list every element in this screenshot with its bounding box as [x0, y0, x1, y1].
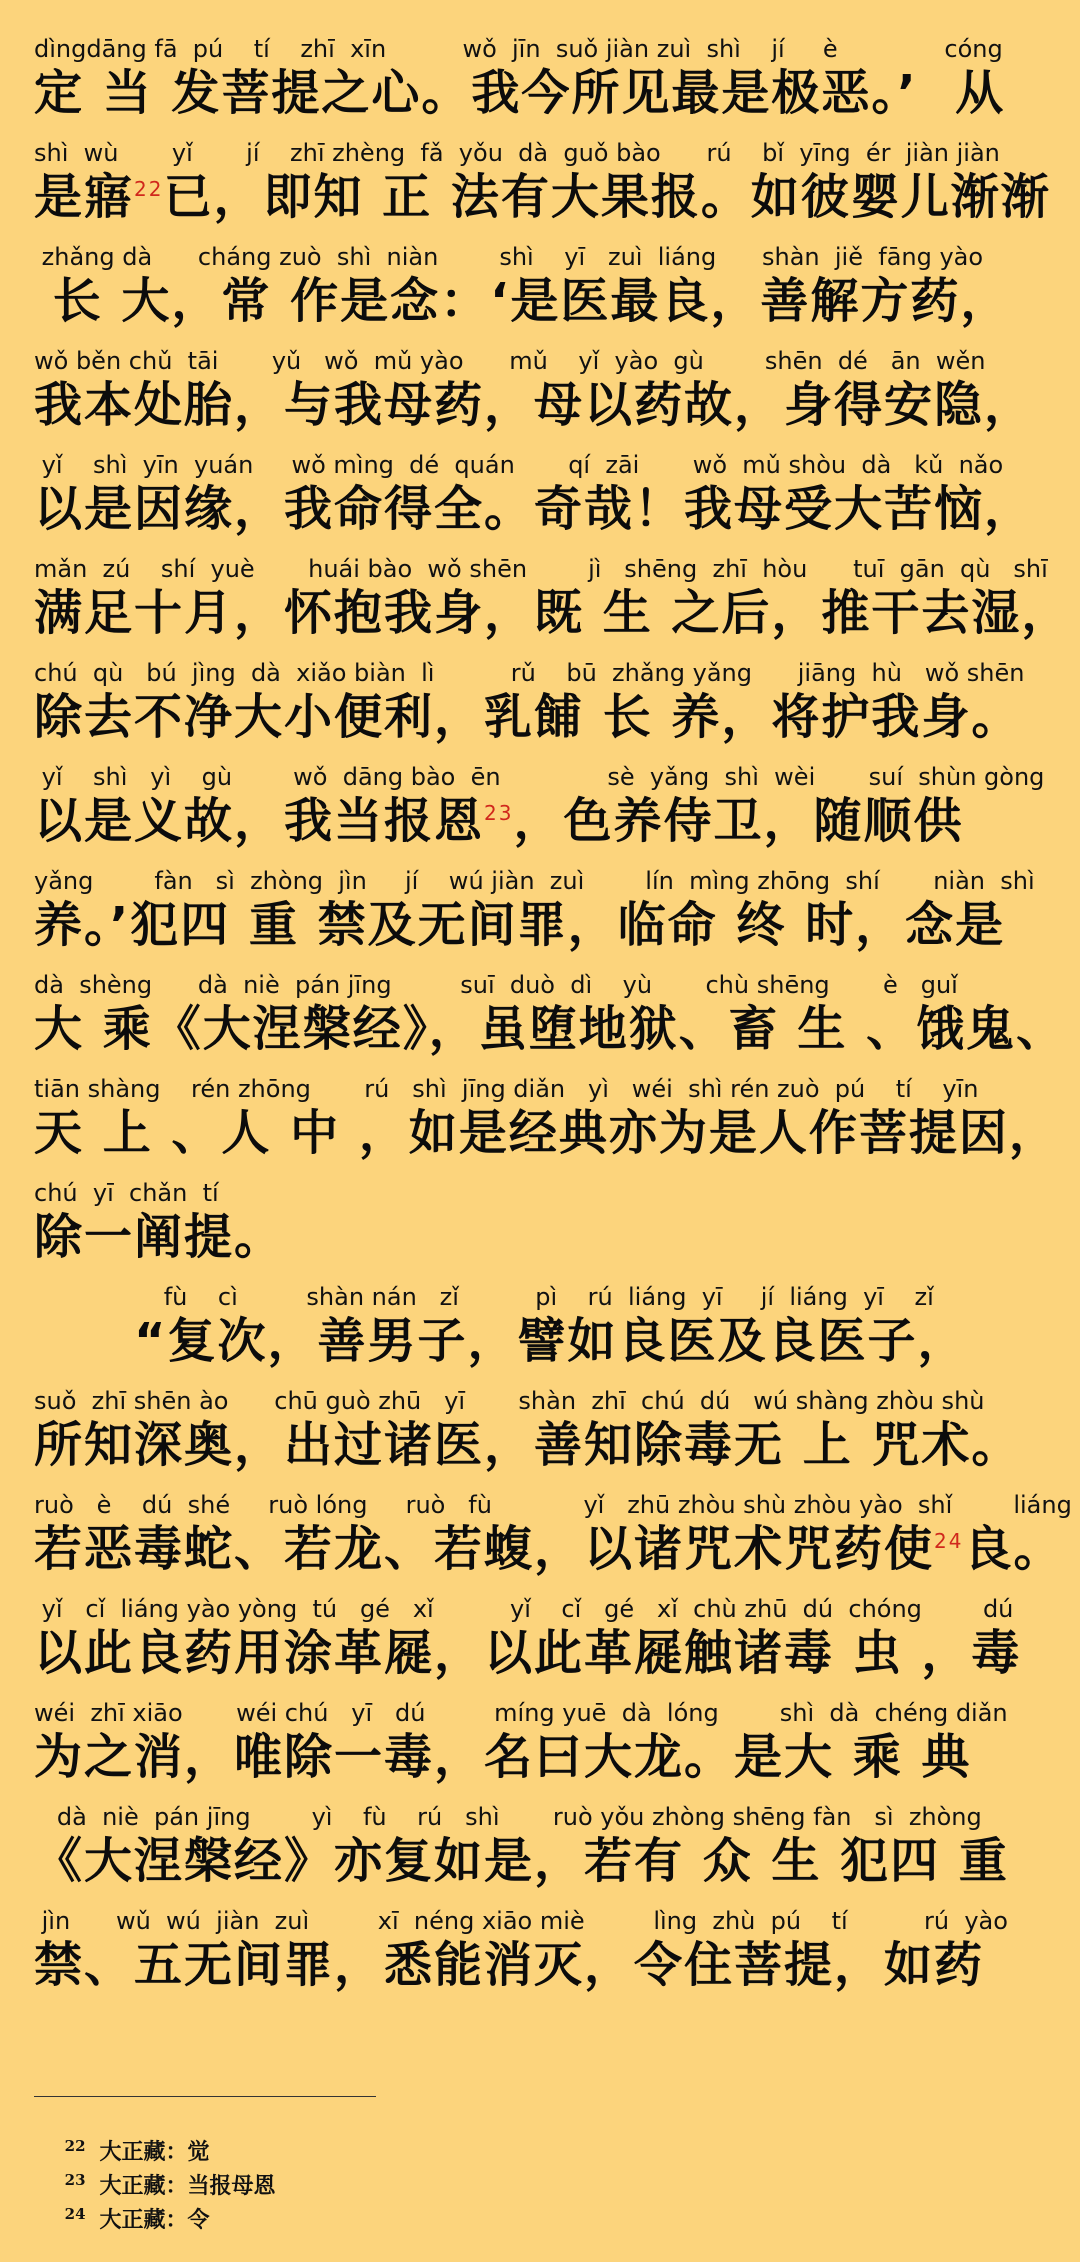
- pinyin-row: yǐ cǐ liáng yào yòng tú gé xǐ yǐ cǐ gé xǐ chù zhū dú chóng dú: [34, 1595, 1014, 1623]
- hanzi-row: [34, 1520, 1064, 1578]
- hanzi-row: 以此良药用涂革屣，以此革屣触诸毒 虫 ，毒: [34, 1625, 1022, 1681]
- footnote-number: 22: [64, 2136, 86, 2155]
- footnote-divider: [34, 2096, 376, 2097]
- footnote-text: 大正藏：当报母恩: [99, 2173, 276, 2199]
- text-line: [34, 1594, 1046, 1682]
- hanzi-row: 满足十月，怀抱我身，既 生 之后，推干去湿，: [34, 585, 1072, 641]
- pinyin-row: wǒ běn chǔ tāi yǔ wǒ mǔ yào mǔ yǐ yào gù shēn dé ān wěn: [34, 347, 986, 375]
- text-line: [34, 450, 1046, 538]
- footnote-text: 大正藏：觉: [99, 2139, 210, 2165]
- text-line: [34, 1178, 1046, 1266]
- pinyin-row: dà niè pán jīng yì fù rú shì ruò yǒu zhòng shēng fàn sì zhòng: [34, 1803, 982, 1831]
- pinyin-row: wéi zhī xiāo wéi chú yī dú míng yuē dà lóng shì dà chéng diǎn: [34, 1699, 1008, 1727]
- hanzi-text: 以是义故，我当报恩: [34, 793, 485, 849]
- footnote-ref[interactable]: 22: [134, 177, 164, 201]
- footnote-text: 大正藏：令: [99, 2207, 210, 2233]
- text-line: [34, 1802, 1046, 1890]
- hanzi-row: “复次，善男子，譬如良医及良医子，: [34, 1313, 968, 1369]
- hanzi-row: 禁、五无间罪，悉能消灭，令住菩提，如药: [34, 1937, 985, 1993]
- text-line: [34, 1386, 1046, 1474]
- footnote-item: [34, 2178, 210, 2262]
- pinyin-row: suǒ zhī shēn ào chū guò zhū yī shàn zhī chú dú wú shàng zhòu shù: [34, 1387, 985, 1415]
- hanzi-text: 已，即知 正 法有大果报。如彼婴儿渐渐: [163, 169, 1051, 225]
- footnote-number: 24: [64, 2204, 86, 2223]
- text-line: [34, 866, 1046, 954]
- text-line: [34, 34, 1046, 122]
- hanzi-row: 为之消，唯除一毒，名曰大龙。是大 乘 典: [34, 1729, 972, 1785]
- text-line: [34, 1698, 1046, 1786]
- pinyin-row: chú yī chǎn tí: [34, 1179, 219, 1207]
- hanzi-row: 所知深奥，出过诸医，善知除毒无 上 咒术。: [34, 1417, 1022, 1473]
- pinyin-row: ruò è dú shé ruò lóng ruò fù yǐ zhū zhòu shù zhòu yào shǐ liáng: [34, 1491, 1072, 1519]
- hanzi-row: 我本处胎，与我母药，母以药故，身得安隐，: [34, 377, 1035, 433]
- text-line: [34, 762, 1046, 850]
- pinyin-row: zhǎng dà cháng zuò shì niàn shì yī zuì liáng shàn jiě fāng yào: [34, 243, 984, 271]
- pinyin-row: yǐ shì yì gù wǒ dāng bào ēn sè yǎng shì wèi suí shùn gòng: [34, 763, 1045, 791]
- hanzi-text: 若恶毒蛇、若龙、若蝮，以诸咒术咒药使: [34, 1521, 935, 1577]
- hanzi-text: 是寤: [34, 169, 135, 225]
- text-line: [34, 970, 1067, 1058]
- text-line: [34, 1906, 1046, 1994]
- text-line: [34, 554, 1072, 642]
- hanzi-text: 良。: [963, 1521, 1064, 1577]
- pinyin-row: chú qù bú jìng dà xiǎo biàn lì rǔ bū zhǎng yǎng jiāng hù wǒ shēn: [34, 659, 1025, 687]
- pinyin-row: tiān shàng rén zhōng rú shì jīng diǎn yì wéi shì rén zuò pú tí yīn: [34, 1075, 979, 1103]
- hanzi-row: 除去不净大小便利，乳餔 长 养，将护我身。: [34, 689, 1022, 745]
- pinyin-row: dìngdāng fā pú tí zhī xīn wǒ jīn suǒ jiàn zuì shì jí è cóng: [34, 35, 1003, 63]
- text-line: [34, 658, 1046, 746]
- hanzi-row: 长 大，常 作是念：‘是医最良，善解方药，: [34, 273, 1011, 329]
- hanzi-row: 养。’犯四 重 禁及无间罪，临命 终 时，念是: [34, 897, 1006, 953]
- pinyin-row: yǐ shì yīn yuán wǒ mìng dé quán qí zāi wǒ mǔ shòu dà kǔ nǎo: [34, 451, 1004, 479]
- hanzi-row: [34, 792, 1046, 850]
- pinyin-row: mǎn zú shí yuè huái bào wǒ shēn jì shēng zhī hòu tuī gān qù shī: [34, 555, 1048, 583]
- hanzi-row: 以是因缘，我命得全。奇哉！我母受大苦恼，: [34, 481, 1035, 537]
- hanzi-row: 除一阐提。: [34, 1209, 285, 1265]
- pinyin-row: dà shèng dà niè pán jīng suī duò dì yù chù shēng è guǐ: [34, 971, 958, 999]
- footnote-ref[interactable]: 24: [934, 1529, 964, 1553]
- pinyin-row: yǎng fàn sì zhòng jìn jí wú jiàn zuì lín mìng zhōng shí niàn shì: [34, 867, 1035, 895]
- hanzi-row: [34, 168, 1051, 226]
- footnote-number: 23: [64, 2170, 86, 2189]
- footnote-ref[interactable]: 23: [484, 801, 514, 825]
- hanzi-text: ，色养侍卫，随顺供: [513, 793, 964, 849]
- text-line: [34, 1282, 1046, 1370]
- text-line: [34, 242, 1046, 330]
- pinyin-row: jìn wǔ wú jiàn zuì xī néng xiāo miè lìng zhù pú tí rú yào: [34, 1907, 1008, 1935]
- text-line: [34, 1490, 1072, 1578]
- text-line: [34, 1074, 1059, 1162]
- hanzi-row: 定 当 发菩提之心。我今所见最是极恶。’ 从: [34, 65, 1006, 121]
- text-line: [34, 138, 1051, 226]
- hanzi-row: 天 上 、人 中 ，如是经典亦为是人作菩提因，: [34, 1105, 1059, 1161]
- hanzi-row: 《大涅槃经》亦复如是，若有 众 生 犯四 重: [34, 1833, 1009, 1889]
- pinyin-row: fù cì shàn nán zǐ pì rú liáng yī jí liáng yī zǐ: [34, 1283, 934, 1311]
- hanzi-row: 大 乘《大涅槃经》，虽堕地狱、畜 生 、饿鬼、: [34, 1001, 1067, 1057]
- pinyin-row: shì wù yǐ jí zhī zhèng fǎ yǒu dà guǒ bào rú bǐ yīng ér jiàn jiàn: [34, 139, 1000, 167]
- text-line: [34, 346, 1046, 434]
